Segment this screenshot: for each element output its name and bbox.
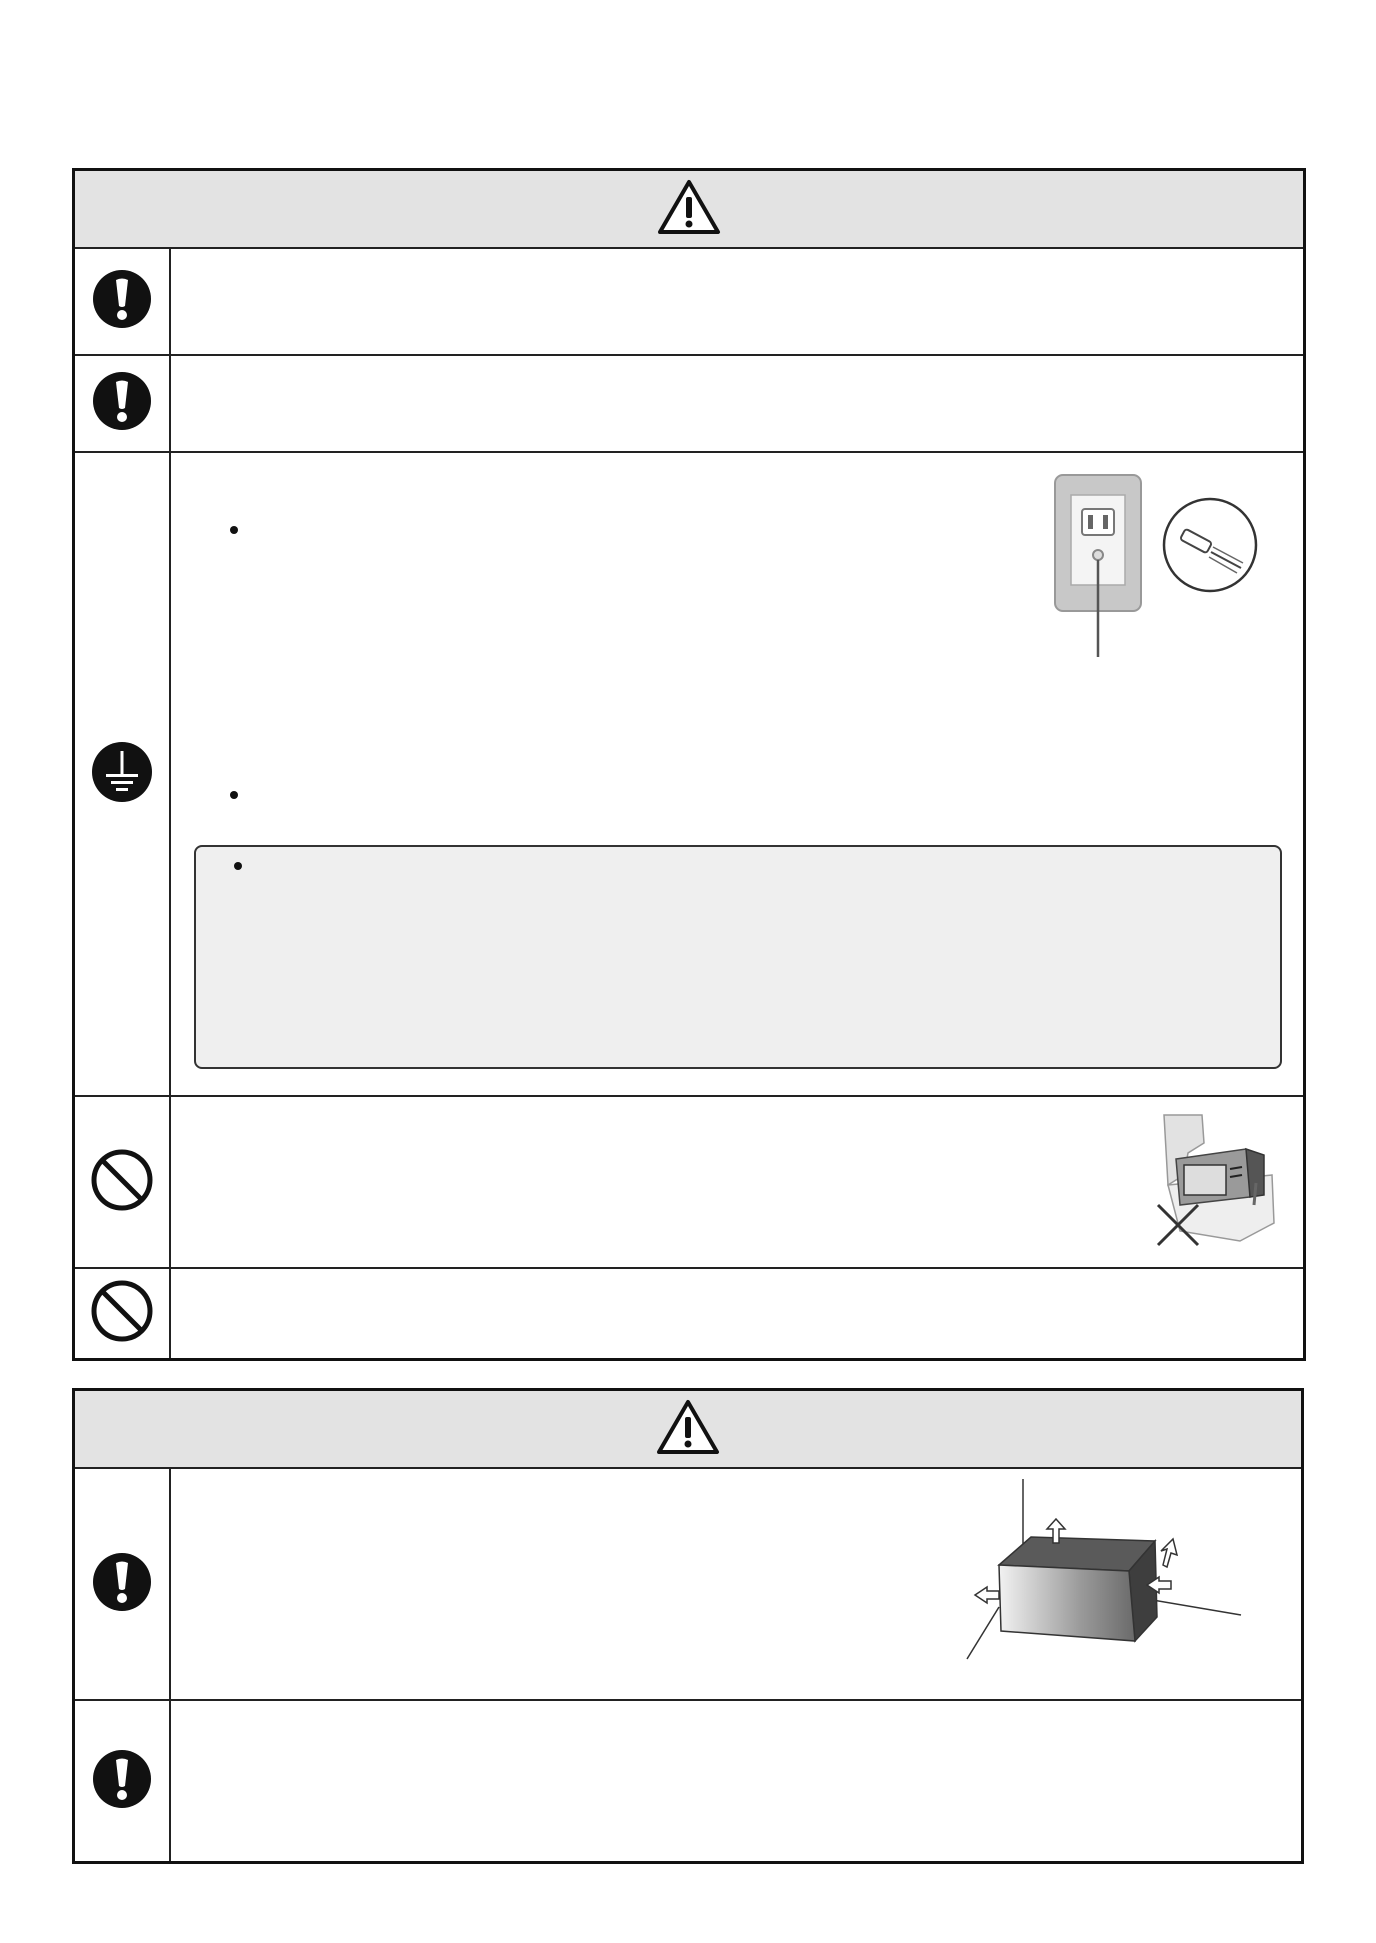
warning-row-2-icon-cell <box>75 356 171 451</box>
caution-row-1-icon-cell <box>75 1469 171 1699</box>
warning-row-2-text <box>171 356 1303 451</box>
prohibited-row-1-icon-cell <box>75 1097 171 1267</box>
grounding-row-content <box>171 453 1303 1095</box>
outlet-illustration <box>1053 473 1263 668</box>
warning-panel <box>72 168 1306 1361</box>
prohibition-icon <box>91 1280 153 1347</box>
ground-icon <box>91 741 153 808</box>
grounding-row <box>75 451 1303 1095</box>
grounding-row-icon-cell <box>75 453 171 1095</box>
microwave-on-fridge-illustration <box>1154 1113 1282 1258</box>
bullet <box>230 526 238 534</box>
caution-row-2 <box>75 1699 1301 1861</box>
caution-panel-header <box>75 1391 1301 1469</box>
prohibited-row-1-content <box>171 1097 1303 1267</box>
warning-panel-header <box>75 171 1303 249</box>
warning-triangle-icon <box>657 179 721 240</box>
prohibited-row-1 <box>75 1095 1303 1267</box>
caution-row-2-icon-cell <box>75 1701 171 1861</box>
warning-row-2 <box>75 354 1303 451</box>
prohibited-row-2-icon-cell <box>75 1269 171 1358</box>
exclamation-circle-icon <box>92 1552 152 1617</box>
exclamation-circle-icon <box>92 269 152 334</box>
prohibited-row-2-text <box>171 1269 1303 1358</box>
caution-row-1-content <box>171 1469 1301 1699</box>
warning-row-1 <box>75 247 1303 354</box>
caution-row-1 <box>75 1467 1301 1699</box>
exclamation-circle-icon <box>92 371 152 436</box>
prohibited-row-2 <box>75 1267 1303 1358</box>
caution-panel <box>72 1388 1304 1864</box>
warning-row-1-text <box>171 249 1303 354</box>
warning-triangle-icon <box>656 1399 720 1460</box>
microwave-clearance-illustration <box>953 1477 1253 1682</box>
bullet <box>234 862 242 870</box>
note-box <box>194 845 1282 1069</box>
caution-row-2-text <box>171 1701 1301 1861</box>
warning-row-1-icon-cell <box>75 249 171 354</box>
exclamation-circle-icon <box>92 1749 152 1814</box>
prohibition-icon <box>91 1149 153 1216</box>
bullet <box>230 791 238 799</box>
